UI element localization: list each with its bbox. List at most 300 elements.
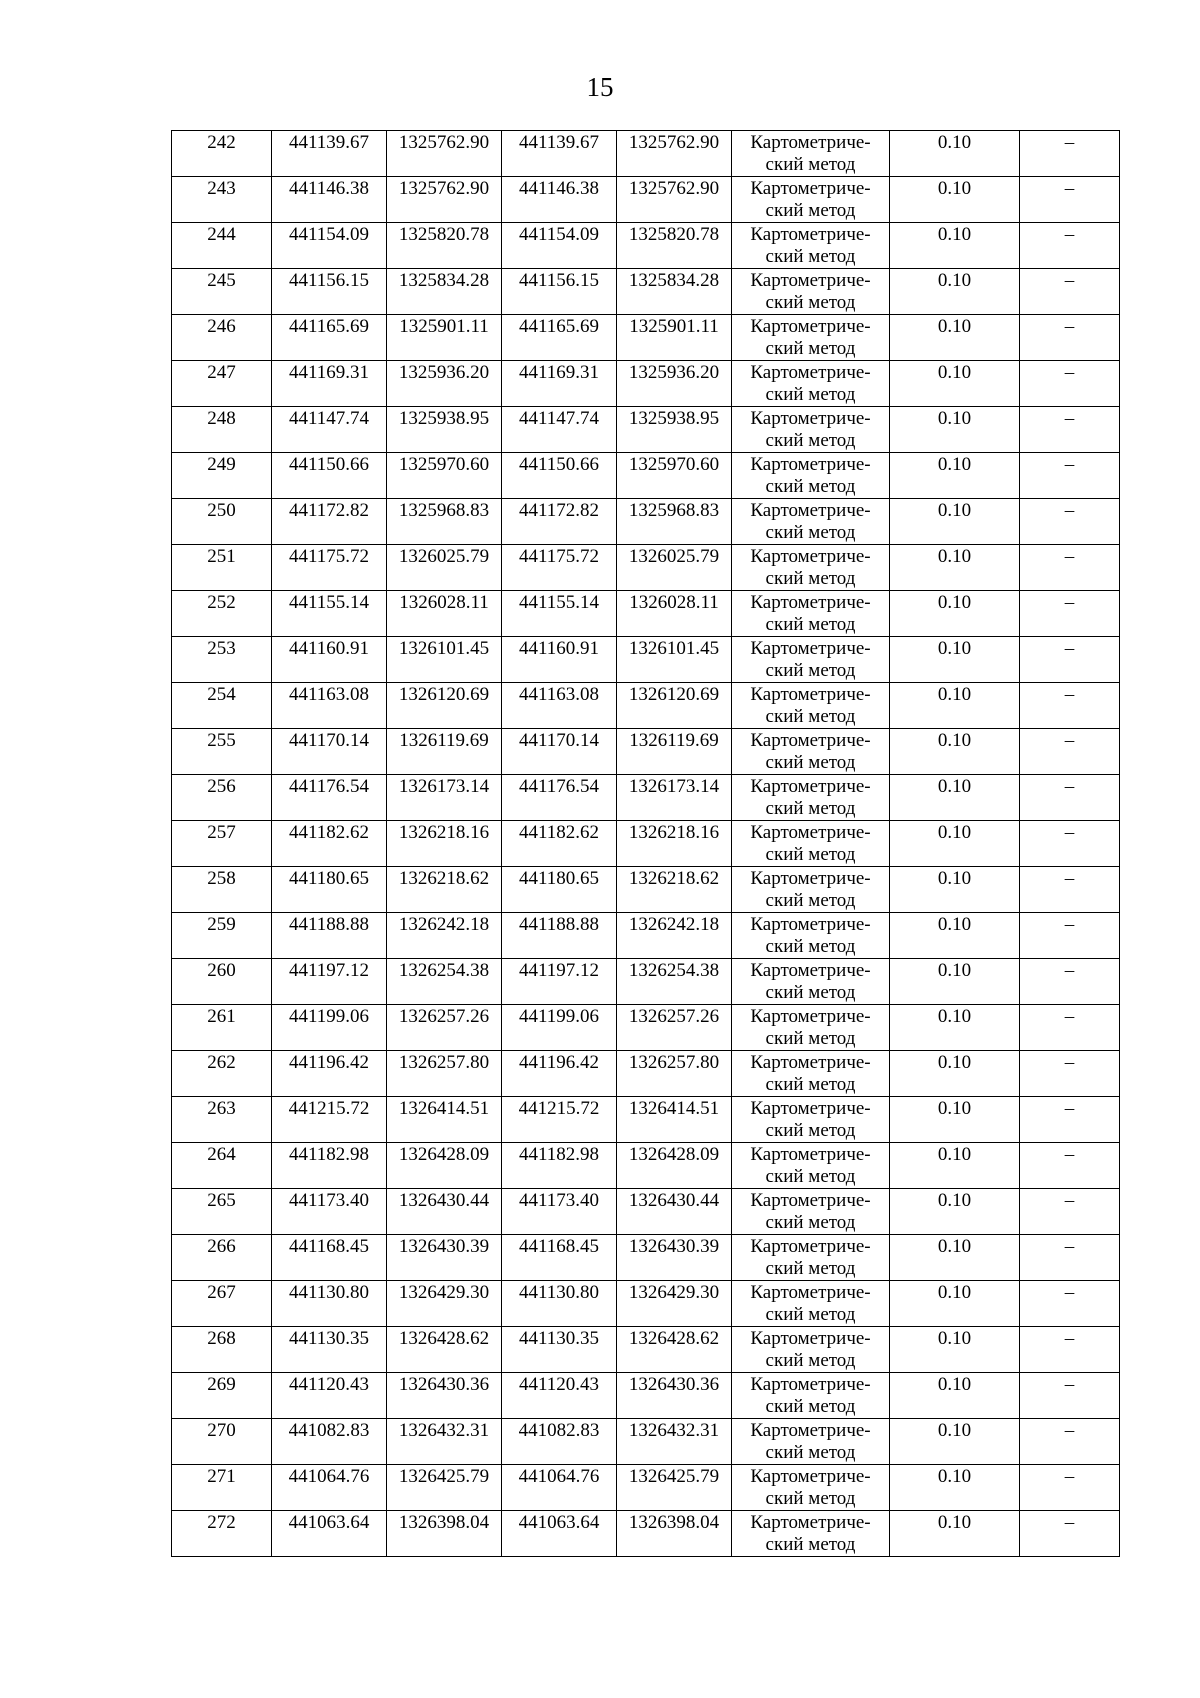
description-cell: – — [1020, 499, 1120, 545]
existing-x-cell: 441169.31 — [272, 361, 387, 407]
method-cell — [732, 499, 890, 545]
description-cell: – — [1020, 1511, 1120, 1557]
table-row — [172, 269, 1120, 315]
new-x-cell: 441215.72 — [502, 1097, 617, 1143]
table-row — [172, 1373, 1120, 1419]
new-x-cell: 441180.65 — [502, 867, 617, 913]
new-x-cell: 441173.40 — [502, 1189, 617, 1235]
table-row — [172, 1465, 1120, 1511]
table-row — [172, 315, 1120, 361]
method-cell — [732, 1419, 890, 1465]
existing-y-cell: 1326428.09 — [387, 1143, 502, 1189]
method-line-1: Картометриче- — [750, 1466, 871, 1487]
existing-x-cell: 441172.82 — [272, 499, 387, 545]
new-x-cell: 441146.38 — [502, 177, 617, 223]
method-line-1: Картометриче- — [750, 730, 871, 751]
existing-y-cell: 1326173.14 — [387, 775, 502, 821]
method-line-1: Картометриче- — [750, 1374, 871, 1395]
existing-x-cell: 441196.42 — [272, 1051, 387, 1097]
existing-x-cell: 441064.76 — [272, 1465, 387, 1511]
accuracy-cell: 0.10 — [890, 1005, 1020, 1051]
new-y-cell: 1325901.11 — [617, 315, 732, 361]
description-cell: – — [1020, 775, 1120, 821]
table-row — [172, 1235, 1120, 1281]
new-x-cell: 441182.62 — [502, 821, 617, 867]
new-x-cell: 441150.66 — [502, 453, 617, 499]
description-cell: – — [1020, 729, 1120, 775]
method-line-1: Картометриче- — [750, 638, 871, 659]
method-line-2: ский метод — [765, 568, 856, 589]
new-x-cell: 441156.15 — [502, 269, 617, 315]
new-y-cell: 1326430.44 — [617, 1189, 732, 1235]
accuracy-cell: 0.10 — [890, 1189, 1020, 1235]
new-x-cell: 441130.35 — [502, 1327, 617, 1373]
method-cell — [732, 867, 890, 913]
point-number-cell: 256 — [172, 775, 272, 821]
existing-y-cell: 1325762.90 — [387, 177, 502, 223]
existing-x-cell: 441173.40 — [272, 1189, 387, 1235]
new-y-cell: 1326257.26 — [617, 1005, 732, 1051]
method-line-2: ский метод — [765, 1488, 856, 1509]
table-row — [172, 407, 1120, 453]
table-row — [172, 637, 1120, 683]
point-number-cell: 262 — [172, 1051, 272, 1097]
point-number-cell: 265 — [172, 1189, 272, 1235]
table-row — [172, 775, 1120, 821]
method-cell — [732, 545, 890, 591]
accuracy-cell: 0.10 — [890, 131, 1020, 177]
new-x-cell: 441163.08 — [502, 683, 617, 729]
new-x-cell: 441172.82 — [502, 499, 617, 545]
method-line-1: Картометриче- — [750, 132, 871, 153]
method-line-1: Картометриче- — [750, 914, 871, 935]
accuracy-cell: 0.10 — [890, 1281, 1020, 1327]
description-cell: – — [1020, 453, 1120, 499]
method-line-2: ский метод — [765, 844, 856, 865]
point-number-cell: 247 — [172, 361, 272, 407]
method-line-1: Картометриче- — [750, 408, 871, 429]
description-cell: – — [1020, 177, 1120, 223]
existing-y-cell: 1326257.26 — [387, 1005, 502, 1051]
description-cell: – — [1020, 545, 1120, 591]
table-row — [172, 1051, 1120, 1097]
description-cell: – — [1020, 1235, 1120, 1281]
method-cell — [732, 1235, 890, 1281]
new-x-cell: 441130.80 — [502, 1281, 617, 1327]
new-y-cell: 1325762.90 — [617, 177, 732, 223]
accuracy-cell: 0.10 — [890, 683, 1020, 729]
accuracy-cell: 0.10 — [890, 729, 1020, 775]
method-line-2: ский метод — [765, 384, 856, 405]
method-cell — [732, 131, 890, 177]
method-line-1: Картометриче- — [750, 500, 871, 521]
point-number-cell: 268 — [172, 1327, 272, 1373]
point-number-cell: 261 — [172, 1005, 272, 1051]
method-line-2: ский метод — [765, 1396, 856, 1417]
existing-y-cell: 1326242.18 — [387, 913, 502, 959]
point-number-cell: 272 — [172, 1511, 272, 1557]
new-x-cell: 441176.54 — [502, 775, 617, 821]
description-cell: – — [1020, 1097, 1120, 1143]
accuracy-cell: 0.10 — [890, 591, 1020, 637]
method-line-1: Картометриче- — [750, 270, 871, 291]
method-cell — [732, 1005, 890, 1051]
accuracy-cell: 0.10 — [890, 1511, 1020, 1557]
existing-y-cell: 1326257.80 — [387, 1051, 502, 1097]
table-row — [172, 729, 1120, 775]
point-number-cell: 257 — [172, 821, 272, 867]
existing-x-cell: 441154.09 — [272, 223, 387, 269]
accuracy-cell: 0.10 — [890, 867, 1020, 913]
existing-x-cell: 441082.83 — [272, 1419, 387, 1465]
existing-x-cell: 441168.45 — [272, 1235, 387, 1281]
table-row — [172, 499, 1120, 545]
method-line-1: Картометриче- — [750, 960, 871, 981]
existing-x-cell: 441175.72 — [272, 545, 387, 591]
description-cell: – — [1020, 1005, 1120, 1051]
method-line-1: Картометриче- — [750, 178, 871, 199]
existing-x-cell: 441180.65 — [272, 867, 387, 913]
method-line-2: ский метод — [765, 292, 856, 313]
new-y-cell: 1326425.79 — [617, 1465, 732, 1511]
new-y-cell: 1326429.30 — [617, 1281, 732, 1327]
existing-x-cell: 441155.14 — [272, 591, 387, 637]
method-cell — [732, 177, 890, 223]
table-row — [172, 867, 1120, 913]
existing-y-cell: 1326254.38 — [387, 959, 502, 1005]
point-number-cell: 271 — [172, 1465, 272, 1511]
description-cell: – — [1020, 591, 1120, 637]
new-y-cell: 1326101.45 — [617, 637, 732, 683]
method-line-2: ский метод — [765, 430, 856, 451]
table-row — [172, 959, 1120, 1005]
description-cell: – — [1020, 315, 1120, 361]
point-number-cell: 254 — [172, 683, 272, 729]
new-y-cell: 1326119.69 — [617, 729, 732, 775]
description-cell: – — [1020, 1143, 1120, 1189]
existing-x-cell: 441160.91 — [272, 637, 387, 683]
point-number-cell: 242 — [172, 131, 272, 177]
new-y-cell: 1326218.62 — [617, 867, 732, 913]
point-number-cell: 246 — [172, 315, 272, 361]
existing-y-cell: 1326028.11 — [387, 591, 502, 637]
existing-x-cell: 441182.98 — [272, 1143, 387, 1189]
table-body — [172, 131, 1120, 1557]
existing-x-cell: 441130.35 — [272, 1327, 387, 1373]
existing-x-cell: 441150.66 — [272, 453, 387, 499]
method-line-1: Картометриче- — [750, 1144, 871, 1165]
point-number-cell: 243 — [172, 177, 272, 223]
accuracy-cell: 0.10 — [890, 1419, 1020, 1465]
method-cell — [732, 269, 890, 315]
accuracy-cell: 0.10 — [890, 1465, 1020, 1511]
accuracy-cell: 0.10 — [890, 775, 1020, 821]
description-cell: – — [1020, 637, 1120, 683]
point-number-cell: 269 — [172, 1373, 272, 1419]
method-cell — [732, 729, 890, 775]
description-cell: – — [1020, 959, 1120, 1005]
table-row — [172, 1327, 1120, 1373]
point-number-cell: 249 — [172, 453, 272, 499]
point-number-cell: 255 — [172, 729, 272, 775]
existing-x-cell: 441130.80 — [272, 1281, 387, 1327]
method-line-2: ский метод — [765, 1166, 856, 1187]
point-number-cell: 253 — [172, 637, 272, 683]
new-x-cell: 441168.45 — [502, 1235, 617, 1281]
method-cell — [732, 775, 890, 821]
table-row — [172, 1005, 1120, 1051]
accuracy-cell: 0.10 — [890, 959, 1020, 1005]
existing-x-cell: 441156.15 — [272, 269, 387, 315]
method-line-1: Картометриче- — [750, 454, 871, 475]
method-line-2: ский метод — [765, 1212, 856, 1233]
method-line-2: ский метод — [765, 522, 856, 543]
method-line-2: ский метод — [765, 200, 856, 221]
new-x-cell: 441082.83 — [502, 1419, 617, 1465]
page-number: 15 — [586, 72, 614, 102]
accuracy-cell: 0.10 — [890, 1235, 1020, 1281]
description-cell: – — [1020, 269, 1120, 315]
new-y-cell: 1325834.28 — [617, 269, 732, 315]
method-line-2: ский метод — [765, 1028, 856, 1049]
accuracy-cell: 0.10 — [890, 1143, 1020, 1189]
method-cell — [732, 407, 890, 453]
existing-y-cell: 1326429.30 — [387, 1281, 502, 1327]
new-y-cell: 1326254.38 — [617, 959, 732, 1005]
new-y-cell: 1326428.62 — [617, 1327, 732, 1373]
existing-x-cell: 441146.38 — [272, 177, 387, 223]
method-cell — [732, 959, 890, 1005]
accuracy-cell: 0.10 — [890, 407, 1020, 453]
new-y-cell: 1326025.79 — [617, 545, 732, 591]
new-y-cell: 1325968.83 — [617, 499, 732, 545]
point-number-cell: 263 — [172, 1097, 272, 1143]
description-cell: – — [1020, 407, 1120, 453]
new-x-cell: 441197.12 — [502, 959, 617, 1005]
new-y-cell: 1325820.78 — [617, 223, 732, 269]
accuracy-cell: 0.10 — [890, 315, 1020, 361]
method-cell — [732, 637, 890, 683]
description-cell: – — [1020, 1051, 1120, 1097]
new-y-cell: 1326257.80 — [617, 1051, 732, 1097]
existing-y-cell: 1325970.60 — [387, 453, 502, 499]
method-line-1: Картометриче- — [750, 592, 871, 613]
existing-y-cell: 1326428.62 — [387, 1327, 502, 1373]
table-row — [172, 361, 1120, 407]
new-x-cell: 441170.14 — [502, 729, 617, 775]
existing-y-cell: 1325820.78 — [387, 223, 502, 269]
method-cell — [732, 1373, 890, 1419]
table-row — [172, 683, 1120, 729]
new-y-cell: 1326120.69 — [617, 683, 732, 729]
new-y-cell: 1326218.16 — [617, 821, 732, 867]
new-x-cell: 441147.74 — [502, 407, 617, 453]
new-x-cell: 441064.76 — [502, 1465, 617, 1511]
existing-x-cell: 441063.64 — [272, 1511, 387, 1557]
point-number-cell: 264 — [172, 1143, 272, 1189]
existing-y-cell: 1326430.39 — [387, 1235, 502, 1281]
new-x-cell: 441063.64 — [502, 1511, 617, 1557]
existing-x-cell: 441170.14 — [272, 729, 387, 775]
existing-y-cell: 1325901.11 — [387, 315, 502, 361]
method-cell — [732, 1511, 890, 1557]
existing-y-cell: 1326414.51 — [387, 1097, 502, 1143]
accuracy-cell: 0.10 — [890, 499, 1020, 545]
method-line-2: ский метод — [765, 1304, 856, 1325]
new-x-cell: 441182.98 — [502, 1143, 617, 1189]
existing-y-cell: 1326425.79 — [387, 1465, 502, 1511]
method-line-1: Картометриче- — [750, 546, 871, 567]
method-cell — [732, 1465, 890, 1511]
point-number-cell: 250 — [172, 499, 272, 545]
point-number-cell: 245 — [172, 269, 272, 315]
accuracy-cell: 0.10 — [890, 545, 1020, 591]
table-row — [172, 1143, 1120, 1189]
table-row — [172, 545, 1120, 591]
table-row — [172, 1189, 1120, 1235]
method-cell — [732, 1143, 890, 1189]
existing-y-cell: 1325968.83 — [387, 499, 502, 545]
method-line-2: ский метод — [765, 1350, 856, 1371]
accuracy-cell: 0.10 — [890, 1097, 1020, 1143]
accuracy-cell: 0.10 — [890, 821, 1020, 867]
point-number-cell: 259 — [172, 913, 272, 959]
description-cell: – — [1020, 1373, 1120, 1419]
existing-x-cell: 441163.08 — [272, 683, 387, 729]
existing-x-cell: 441147.74 — [272, 407, 387, 453]
method-line-2: ский метод — [765, 1258, 856, 1279]
new-x-cell: 441154.09 — [502, 223, 617, 269]
method-line-1: Картометриче- — [750, 868, 871, 889]
method-line-1: Картометриче- — [750, 224, 871, 245]
method-line-2: ский метод — [765, 890, 856, 911]
new-x-cell: 441175.72 — [502, 545, 617, 591]
point-number-cell: 244 — [172, 223, 272, 269]
new-y-cell: 1326398.04 — [617, 1511, 732, 1557]
new-y-cell: 1326432.31 — [617, 1419, 732, 1465]
method-line-1: Картометриче- — [750, 1190, 871, 1211]
method-line-2: ский метод — [765, 1074, 856, 1095]
new-y-cell: 1325970.60 — [617, 453, 732, 499]
existing-y-cell: 1325938.95 — [387, 407, 502, 453]
coordinates-table — [171, 130, 1120, 1557]
method-cell — [732, 591, 890, 637]
method-cell — [732, 1097, 890, 1143]
method-line-1: Картометриче- — [750, 362, 871, 383]
method-cell — [732, 453, 890, 499]
existing-y-cell: 1326430.44 — [387, 1189, 502, 1235]
method-line-1: Картометриче- — [750, 1006, 871, 1027]
existing-x-cell: 441188.88 — [272, 913, 387, 959]
table-row — [172, 821, 1120, 867]
method-line-2: ский метод — [765, 1442, 856, 1463]
method-line-1: Картометриче- — [750, 776, 871, 797]
new-y-cell: 1326428.09 — [617, 1143, 732, 1189]
method-line-1: Картометриче- — [750, 1512, 871, 1533]
method-line-1: Картометриче- — [750, 822, 871, 843]
existing-y-cell: 1326432.31 — [387, 1419, 502, 1465]
method-cell — [732, 1281, 890, 1327]
accuracy-cell: 0.10 — [890, 177, 1020, 223]
table-row — [172, 131, 1120, 177]
method-line-1: Картометриче- — [750, 1420, 871, 1441]
description-cell: – — [1020, 1465, 1120, 1511]
method-line-1: Картометриче- — [750, 1236, 871, 1257]
description-cell: – — [1020, 1281, 1120, 1327]
new-x-cell: 441160.91 — [502, 637, 617, 683]
method-cell — [732, 223, 890, 269]
method-line-2: ский метод — [765, 476, 856, 497]
accuracy-cell: 0.10 — [890, 453, 1020, 499]
method-cell — [732, 821, 890, 867]
accuracy-cell: 0.10 — [890, 223, 1020, 269]
method-line-1: Картометриче- — [750, 684, 871, 705]
method-line-1: Картометриче- — [750, 316, 871, 337]
existing-x-cell: 441120.43 — [272, 1373, 387, 1419]
method-cell — [732, 1051, 890, 1097]
existing-y-cell: 1326218.16 — [387, 821, 502, 867]
existing-y-cell: 1326101.45 — [387, 637, 502, 683]
description-cell: – — [1020, 913, 1120, 959]
table-row — [172, 1511, 1120, 1557]
description-cell: – — [1020, 683, 1120, 729]
new-y-cell: 1326242.18 — [617, 913, 732, 959]
description-cell: – — [1020, 223, 1120, 269]
accuracy-cell: 0.10 — [890, 269, 1020, 315]
method-line-1: Картометриче- — [750, 1328, 871, 1349]
method-line-2: ский метод — [765, 246, 856, 267]
existing-y-cell: 1325834.28 — [387, 269, 502, 315]
point-number-cell: 270 — [172, 1419, 272, 1465]
new-y-cell: 1326414.51 — [617, 1097, 732, 1143]
accuracy-cell: 0.10 — [890, 1327, 1020, 1373]
method-line-1: Картометриче- — [750, 1052, 871, 1073]
table-row — [172, 591, 1120, 637]
existing-y-cell: 1326120.69 — [387, 683, 502, 729]
existing-x-cell: 441215.72 — [272, 1097, 387, 1143]
accuracy-cell: 0.10 — [890, 913, 1020, 959]
description-cell: – — [1020, 821, 1120, 867]
method-line-2: ский метод — [765, 1534, 856, 1555]
existing-y-cell: 1326119.69 — [387, 729, 502, 775]
description-cell: – — [1020, 361, 1120, 407]
accuracy-cell: 0.10 — [890, 1373, 1020, 1419]
accuracy-cell: 0.10 — [890, 361, 1020, 407]
point-number-cell: 258 — [172, 867, 272, 913]
method-line-1: Картометриче- — [750, 1282, 871, 1303]
table-row — [172, 177, 1120, 223]
existing-y-cell: 1326025.79 — [387, 545, 502, 591]
new-x-cell: 441169.31 — [502, 361, 617, 407]
method-line-2: ский метод — [765, 338, 856, 359]
table-row — [172, 913, 1120, 959]
point-number-cell: 251 — [172, 545, 272, 591]
method-line-2: ский метод — [765, 706, 856, 727]
point-number-cell: 266 — [172, 1235, 272, 1281]
method-line-2: ский метод — [765, 154, 856, 175]
table-row — [172, 1419, 1120, 1465]
new-x-cell: 441199.06 — [502, 1005, 617, 1051]
accuracy-cell: 0.10 — [890, 637, 1020, 683]
method-cell — [732, 913, 890, 959]
point-number-cell: 260 — [172, 959, 272, 1005]
method-line-2: ский метод — [765, 1120, 856, 1141]
description-cell: – — [1020, 1327, 1120, 1373]
new-y-cell: 1325936.20 — [617, 361, 732, 407]
point-number-cell: 248 — [172, 407, 272, 453]
point-number-cell: 252 — [172, 591, 272, 637]
description-cell: – — [1020, 1189, 1120, 1235]
